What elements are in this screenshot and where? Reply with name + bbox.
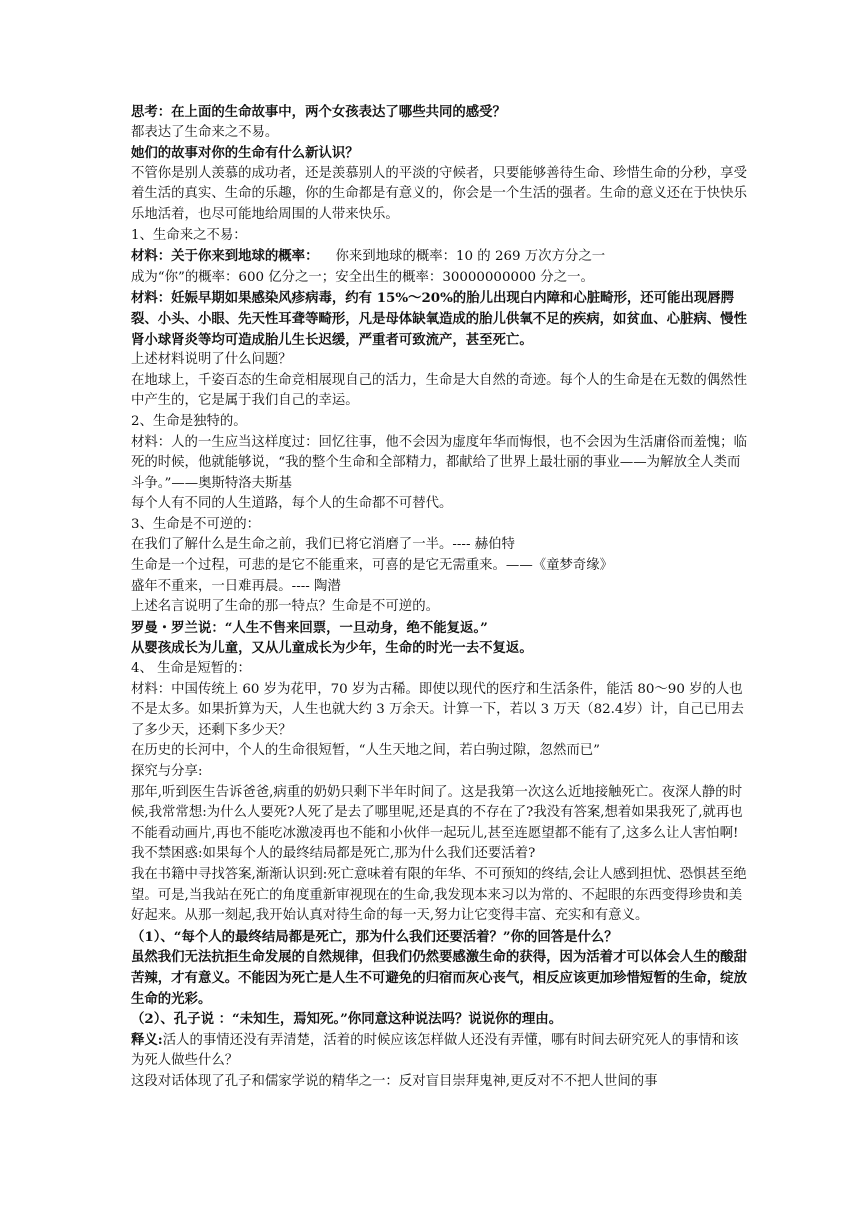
section-4-material: 材料：中国传统上 60 岁为花甲，70 岁为古稀。即使以现代的医疗和生活条件，能活 80～90 岁的人也不是太多。如果折算为天，人生也就大约 3 万余天。计算一下，若以 3 万天（82.4岁）计，自己已用去了多少天，还剩下多少天？ (131, 681, 744, 738)
story-question: 她们的故事对你的生命有什么新认识？ (131, 145, 359, 162)
rolland-explanation: 从婴孩成长为儿童，又从儿童成长为少年，生命的时光一去不复返。 (131, 640, 533, 657)
section-2-conclusion: 每个人有不同的人生道路，每个人的生命都不可替代。 (131, 496, 453, 512)
section-1-heading: 1、生命来之不易： (131, 227, 247, 243)
section-4-river: 在历史的长河中，个人的生命很短暂，“人生天地之间，若白驹过隙，忽然而已” (131, 743, 600, 759)
explore-story-1: 那年,听到医生告诉爸爸,病重的奶奶只剩下半年时间了。这是我第一次这么近地接触死亡。夜深人静的时候,我常常想:为什么人要死?人死了是去了哪里呢,还是真的不存在了?我没有答案,想着如果我死了,就再也不能看动画片,再也不能吃冰激凌再也不能和小伙伴一起玩儿,甚至连愿望都不能有了,这多么让人害怕啊!我不禁困惑:如果每个人的最终结局都是死亡,那为什么我们还要活着? (131, 784, 743, 862)
explore-story-2: 我在书籍中寻找答案,渐渐认识到:死亡意味着有限的年华、不可预知的终结,会让人感到担忧、恐惧甚至绝望。可是,当我站在死亡的角度重新审视现在的生命,我发现本来习以为常的、不起眼的东西变得珍贵和美好起来。从那一刻起,我开始认真对待生命的每一天,努力让它变得丰富、充实和有意义。 (131, 866, 747, 924)
explore-heading: 探究与分享: (131, 764, 203, 779)
section-3-heading: 3、生命是不可逆的： (131, 516, 261, 532)
quote-tongmeng: 生命是一个过程，可悲的是它不能重来，可喜的是它无需重来。——《童梦奇缘》 (131, 558, 614, 574)
section-4-heading: 4、 生命是短暂的： (131, 661, 251, 677)
think-answer: 都表达了生命来之不易。 (131, 124, 279, 140)
quote-taoqian: 盛年不重来，一日难再晨。---- 陶潜 (131, 578, 341, 594)
rolland-quote: 罗曼・罗兰说：“人生不售来回票，一旦动身，绝不能复返。” (131, 619, 488, 636)
material-probability-line2: 成为“你”的概率：600 亿分之一；安全出生的概率：30000000000 分之一。 (131, 269, 594, 285)
question-2: （2）、孔子说 ：“未知生，焉知死。”你同意这种说法吗？说说你的理由。 (131, 1011, 563, 1028)
material-probability-label: 材料：关于你来到地球的概率： (131, 248, 319, 265)
explanation-label: 释义: (131, 1031, 163, 1048)
section-2-material: 材料：人的一生应当这样度过：回忆往事，他不会因为虚度年华而悔恨，也不会因为生活庸俗而羞愧；临死的时候，他就能够说，“我的整个生命和全部精力，都献给了世界上最壮丽的事业——为解放全人类而斗争。”——奥斯特洛夫斯基 (131, 434, 747, 491)
section-2-heading: 2、生命是独特的。 (131, 413, 247, 429)
explanation-text: 活人的事情还没有弄清楚，活着的时候应该怎样做人还没有弄懂，哪有时间去研究死人的事情和该为死人做些什么？ (131, 1032, 739, 1069)
material-probability-text: 你来到地球的概率：10 的 269 万次方分之一 (335, 249, 606, 265)
answer-1: 虽然我们无法抗拒生命发展的自然规律，但我们仍然要感激生命的获得，因为活着才可以体会人生的酸甜苦辣，才有意义。不能因为死亡是人生不可避免的归宿而灰心丧气，相反应该更加珍惜短暂的生命，绽放生命的光彩。 (131, 949, 747, 1007)
material-probability (131, 246, 750, 268)
material-rubella: 材料：妊娠早期如果感染风疹病毒，约有 15%～20%的胎儿出现白内障和心脏畸形，还可能出现唇腭裂、小头、小眼、先天性耳聋等畸形，凡是母体缺氧造成的胎儿供氧不足的疾病，如贫血、心脏病、慢性肾小球肾炎等均可造成胎儿生长迟缓，严重者可致流产，甚至死亡。 (131, 290, 747, 348)
question-1: （1）、“每个人的最终结局都是死亡，那为什么我们还要活着？”你的回答是什么？ (131, 928, 618, 945)
quotes-question: 上述名言说明了生命的那一特点？生命是不可逆的。 (131, 599, 439, 615)
confucian-essence: 这段对话体现了孔子和儒家学说的精华之一：反对盲目崇拜鬼神,更反对不不把人世间的事 (131, 1073, 658, 1089)
material-question: 上述材料说明了什么问题？ (131, 352, 292, 368)
explanation (131, 1030, 750, 1072)
story-answer: 不管你是别人羡慕的成功者，还是羡慕别人的平淡的守候者，只要能够善待生命、珍惜生命的分秒，享受着生活的真实、生命的乐趣，你的生命都是有意义的，你会是一个生活的强者。生命的意义还在于快快乐乐地活着，也尽可能地给周围的人带来快乐。 (131, 165, 747, 222)
material-answer: 在地球上，千姿百态的生命竞相展现自己的活力，生命是大自然的奇迹。每个人的生命是在无数的偶然性中产生的，它是属于我们自己的幸运。 (131, 372, 747, 409)
quote-herbert: 在我们了解什么是生命之前，我们已将它消磨了一半。---- 赫伯特 (131, 537, 515, 553)
think-question: 思考：在上面的生命故事中，两个女孩表达了哪些共同的感受？ (131, 104, 506, 120)
